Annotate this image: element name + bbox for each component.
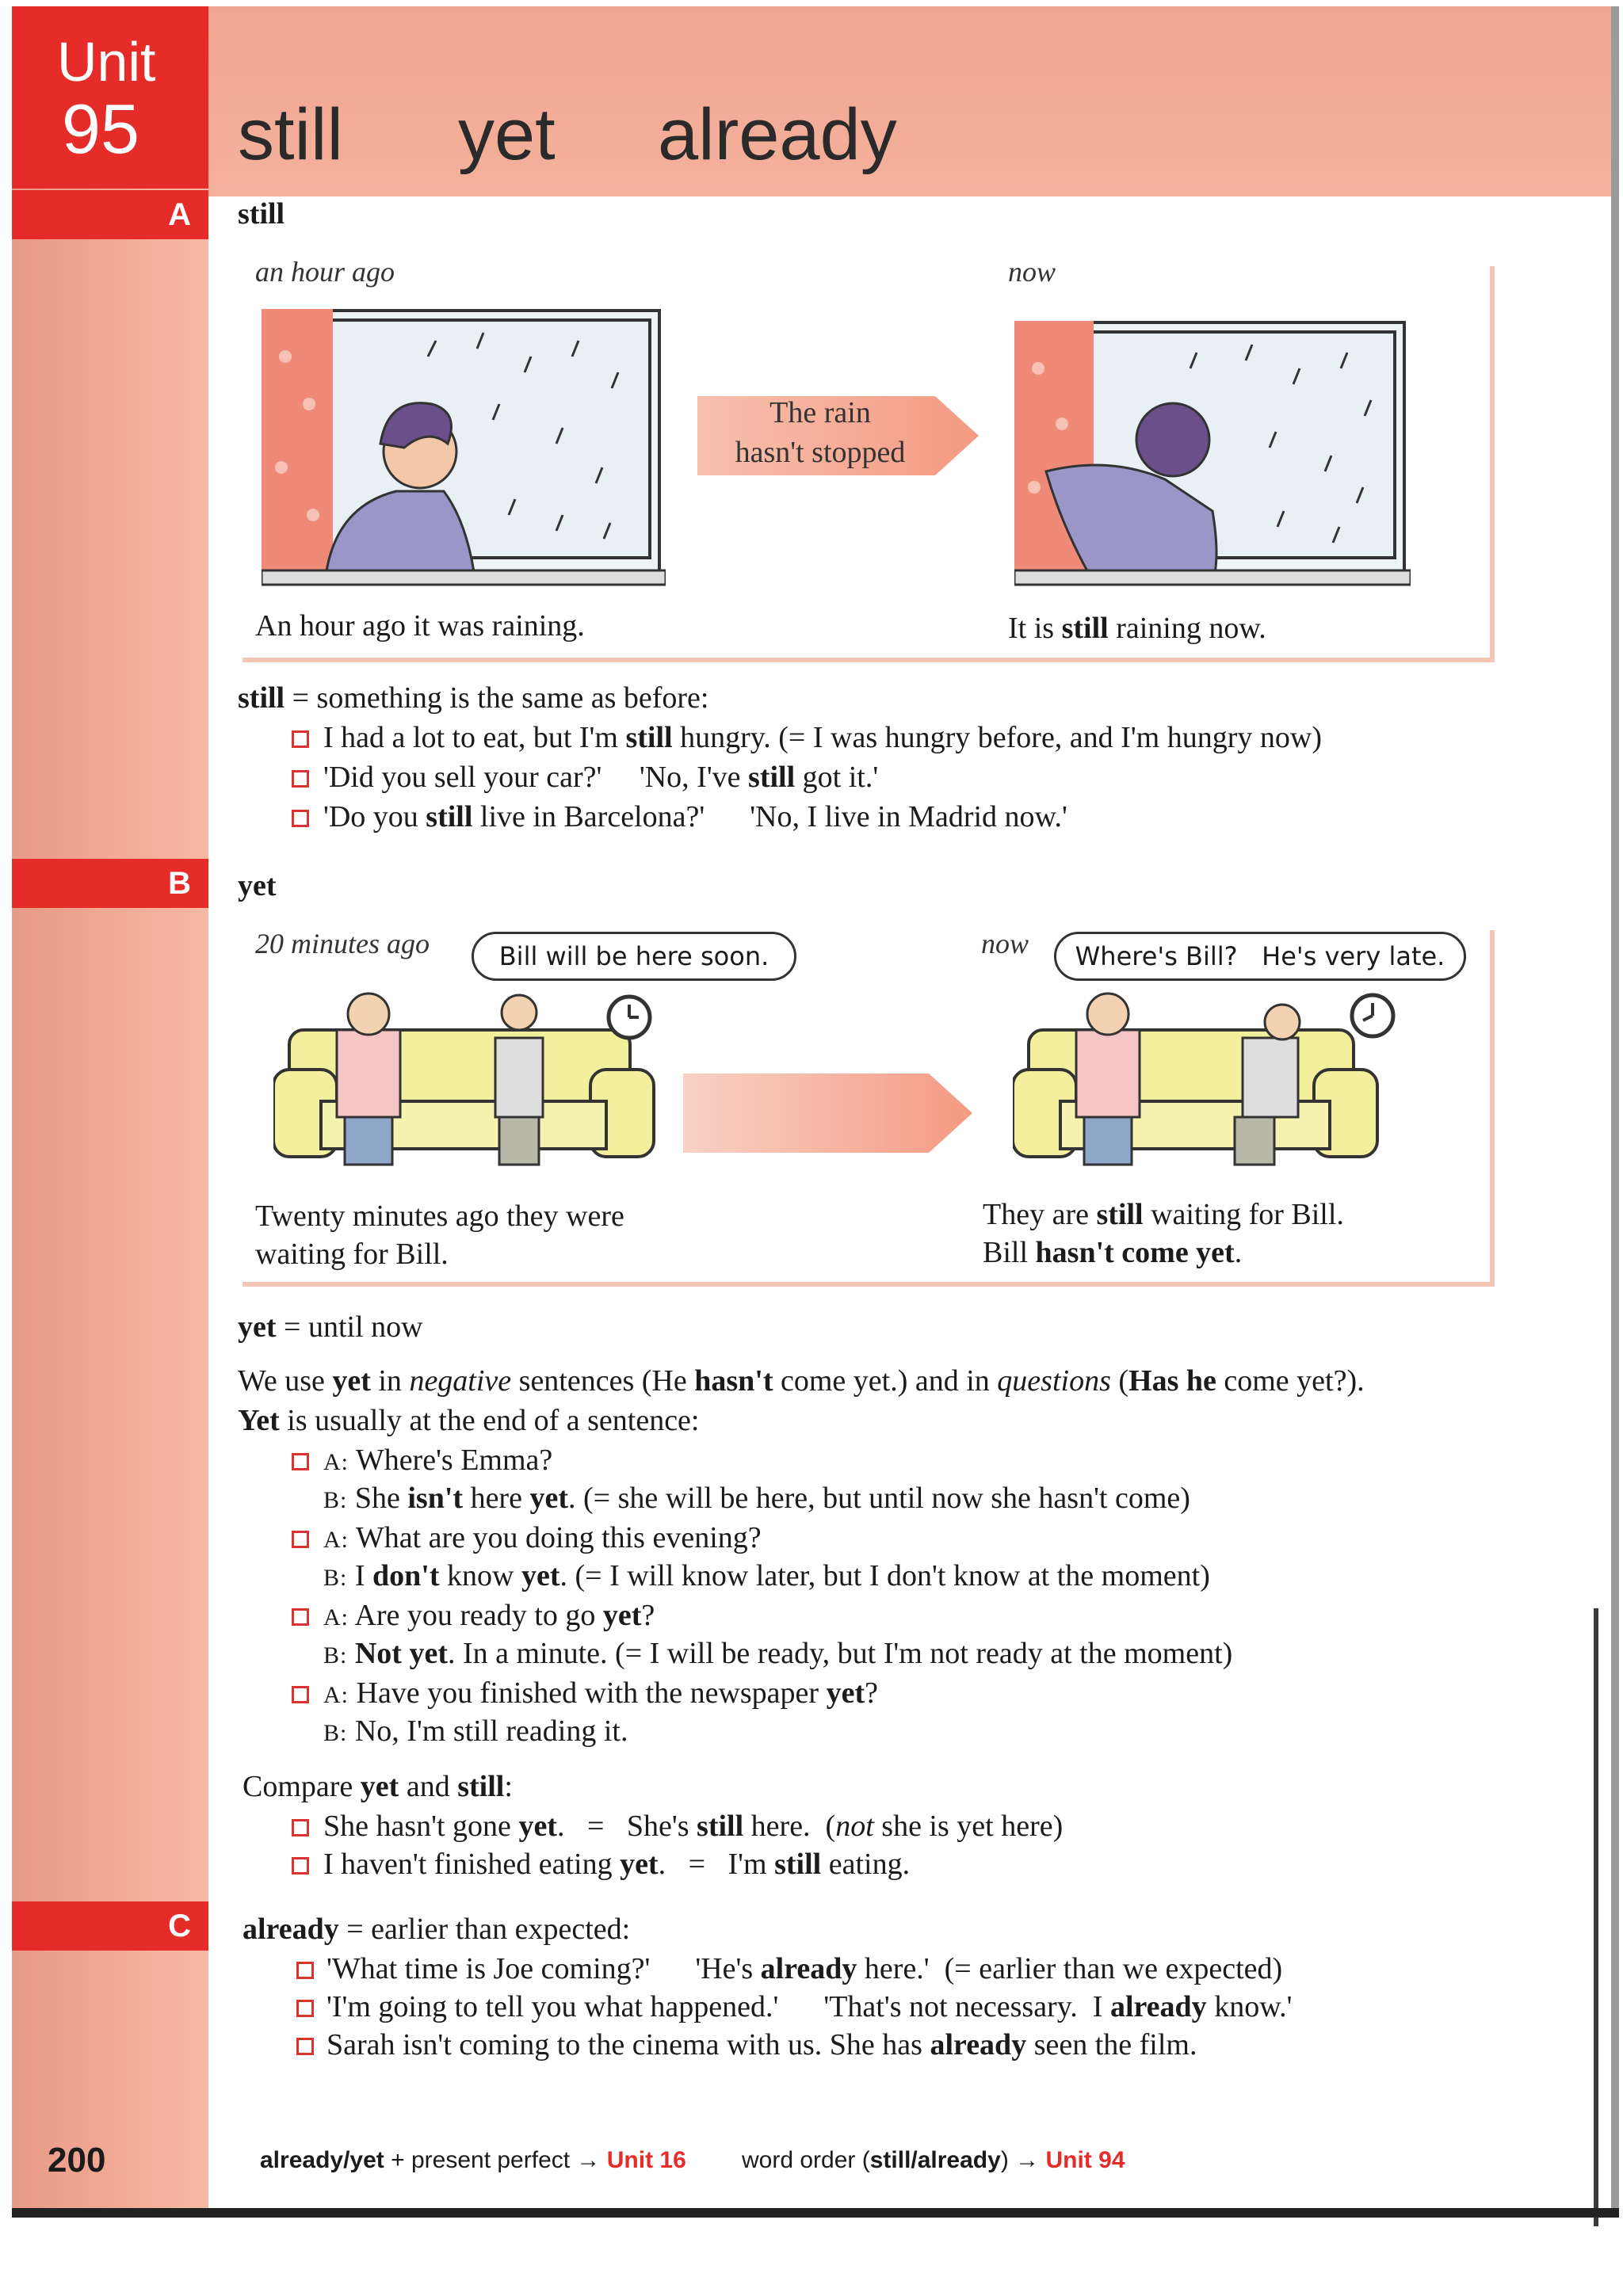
yet-usage-line-2: Yet is usually at the end of a sentence: (238, 1404, 700, 1437)
already-example-3: Sarah isn't coming to the cinema with us. She has already seen the film. (327, 2028, 1197, 2061)
compare-heading: Compare yet and still: (242, 1770, 513, 1803)
unit-label: Unit (57, 31, 156, 93)
footer-link-unit-16[interactable]: Unit 16 (606, 2147, 686, 2173)
footer-ref-2: word order (still/already) → Unit 94 (742, 2147, 1125, 2173)
compare-row-2: I haven't finished eating yet. = I'm still eating. (323, 1848, 911, 1881)
section-a-left-time: an hour ago (255, 256, 395, 288)
dialogue-3-b: B: Not yet. In a minute. (= I will be ready, but I'm not ready at the moment) (323, 1637, 1233, 1670)
section-a-right-time: now (1008, 256, 1056, 288)
bullet-box (292, 1453, 309, 1470)
bullet-box (292, 1531, 309, 1548)
bottom-rule (12, 2208, 1619, 2218)
bullet-box (296, 2038, 314, 2055)
still-example-1: I had a lot to eat, but I'm still hungry. (= I was hungry before, and I'm hungry now) (323, 721, 1322, 754)
dialogue-2-b: B: I don't know yet. (= I will know later, but I don't know at the moment) (323, 1559, 1210, 1592)
dialogue-2-a: A: What are you doing this evening? (323, 1521, 762, 1554)
bullet-box (292, 730, 309, 748)
section-a-arrow-line2: hasn't stopped (735, 436, 906, 469)
page-edge (1611, 6, 1619, 2209)
title-already: already (658, 94, 897, 175)
section-b-left-time: 20 minutes ago (255, 928, 430, 959)
header-band (208, 6, 1611, 196)
footer-link-unit-94[interactable]: Unit 94 (1045, 2147, 1125, 2173)
bullet-box (292, 810, 309, 827)
footer-ref-1: already/yet + present perfect → Unit 16 (260, 2147, 686, 2173)
section-b-right-time: now (981, 928, 1029, 959)
section-tab-b: B (12, 859, 208, 908)
yet-usage-line-1: We use yet in negative sentences (He hasn't come yet.) and in questions (Has he come yet?). (238, 1364, 1365, 1398)
clock-icon (604, 992, 655, 1043)
section-tab-c: C (12, 1901, 208, 1951)
already-example-2: 'I'm going to tell you what happened.' 'That's not necessary. I already know.' (327, 1990, 1293, 2023)
still-definition: still = something is the same as before: (238, 681, 709, 715)
left-margin-band (12, 6, 208, 2209)
section-a-heading: still (238, 197, 285, 231)
already-definition: already = earlier than expected: (242, 1913, 631, 1946)
title-still: still (238, 94, 343, 175)
section-b-right-caption-1: They are still waiting for Bill. (983, 1198, 1344, 1231)
bullet-box (292, 1819, 309, 1836)
dialogue-1-a: A: Where's Emma? (323, 1444, 553, 1477)
speech-bubble-left: Bill will be here soon. (472, 932, 796, 981)
page-edge-dark (1594, 1608, 1598, 2226)
unit-number: 95 (62, 90, 139, 168)
speech-bubble-right: Where's Bill? He's very late. (1054, 932, 1466, 981)
section-b-arrow (683, 1070, 976, 1157)
yet-definition: yet = until now (238, 1310, 423, 1344)
bullet-box (296, 1962, 314, 1979)
dialogue-1-b: B: She isn't here yet. (= she will be here, but until now she hasn't come) (323, 1482, 1190, 1515)
bullet-box (296, 2000, 314, 2017)
bullet-box (292, 1608, 309, 1626)
clock-icon (1347, 990, 1398, 1041)
bullet-box (292, 1686, 309, 1703)
section-b-heading: yet (238, 869, 277, 902)
still-example-3: 'Do you still live in Barcelona?' 'No, I live in Madrid now.' (323, 800, 1067, 833)
section-tab-a: A (12, 190, 208, 239)
section-b-left-caption-1: Twenty minutes ago they were (255, 1199, 624, 1233)
page-number: 200 (48, 2141, 106, 2180)
dialogue-4-a: A: Have you finished with the newspaper yet? (323, 1676, 878, 1710)
rain-window-illustration-now (1014, 321, 1411, 586)
section-b-right-caption-2: Bill hasn't come yet. (983, 1236, 1243, 1269)
compare-row-1: She hasn't gone yet. = She's still here. (not she is yet here) (323, 1810, 1064, 1843)
sofa-illustration-now (1013, 982, 1385, 1173)
title-yet: yet (458, 94, 556, 175)
dialogue-3-a: A: Are you ready to go yet? (323, 1599, 655, 1632)
section-b-left-caption-2: waiting for Bill. (255, 1238, 449, 1271)
section-a-left-caption: An hour ago it was raining. (255, 609, 585, 643)
section-a-arrow-line1: The rain (769, 396, 871, 429)
already-example-1: 'What time is Joe coming?' 'He's already here.' (= earlier than we expected) (327, 1952, 1283, 1985)
rain-window-illustration-before (262, 309, 666, 586)
bullet-box (292, 770, 309, 788)
still-example-2: 'Did you sell your car?' 'No, I've still got it.' (323, 761, 879, 794)
section-a-right-caption: It is still raining now. (1008, 612, 1266, 645)
bullet-box (292, 1857, 309, 1875)
dialogue-4-b: B: No, I'm still reading it. (323, 1714, 628, 1748)
